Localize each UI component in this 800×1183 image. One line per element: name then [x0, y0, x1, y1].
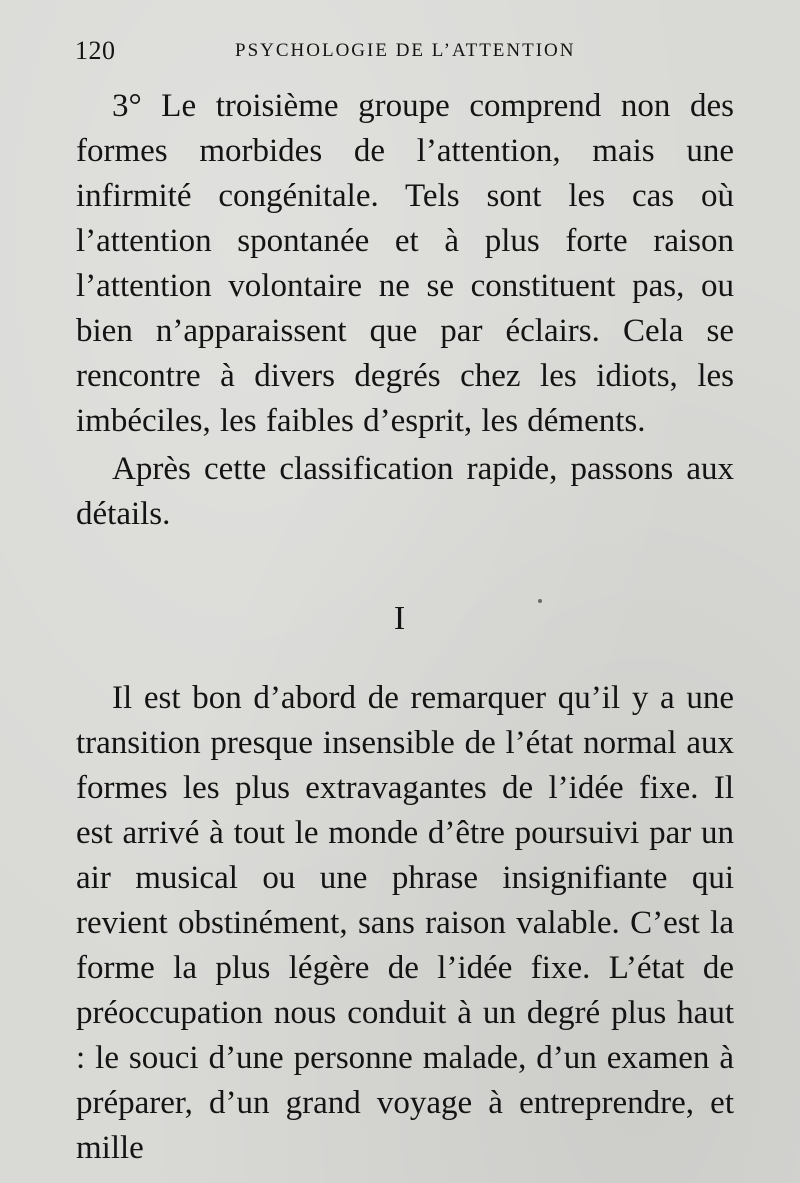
running-head [75, 36, 735, 66]
page-number: 120 [75, 36, 116, 65]
ink-speck [538, 599, 542, 603]
running-title: PSYCHOLOGIE DE L’ATTENTION [235, 40, 576, 61]
section-heading: I [393, 600, 407, 637]
paragraph-third-group: 3° Le troisième groupe comprend non des formes morbides de l’attention, mais une infirmité congénitale. Tels sont les cas où l’attention spontanée et à plus forte raison l’attention volontaire ne se constituent pas, ou bien n’apparaissent que par éclairs. Cela se rencontre à divers degrés chez les idiots, les imbéciles, les faibles d’esprit, les déments. [76, 88, 734, 439]
paragraph-transition: Après cette classification rapide, passons aux détails. [76, 451, 734, 532]
paragraph-fixed-idea: Il est bon d’abord de remarquer qu’il y a une transition presque insensible de l’état normal aux formes les plus extravagantes de l’idée fixe. Il est arrivé à tout le monde d’être poursuivi par un air musical ou une phrase insignifiante qui revient obstinément, sans raison valable. C’est la forme la plus légère de l’idée fixe. L’état de préoccupation nous conduit à un degré plus haut : le souci d’une personne malade, d’un examen à préparer, d’un grand voyage à entreprendre, et mille [76, 680, 734, 1166]
